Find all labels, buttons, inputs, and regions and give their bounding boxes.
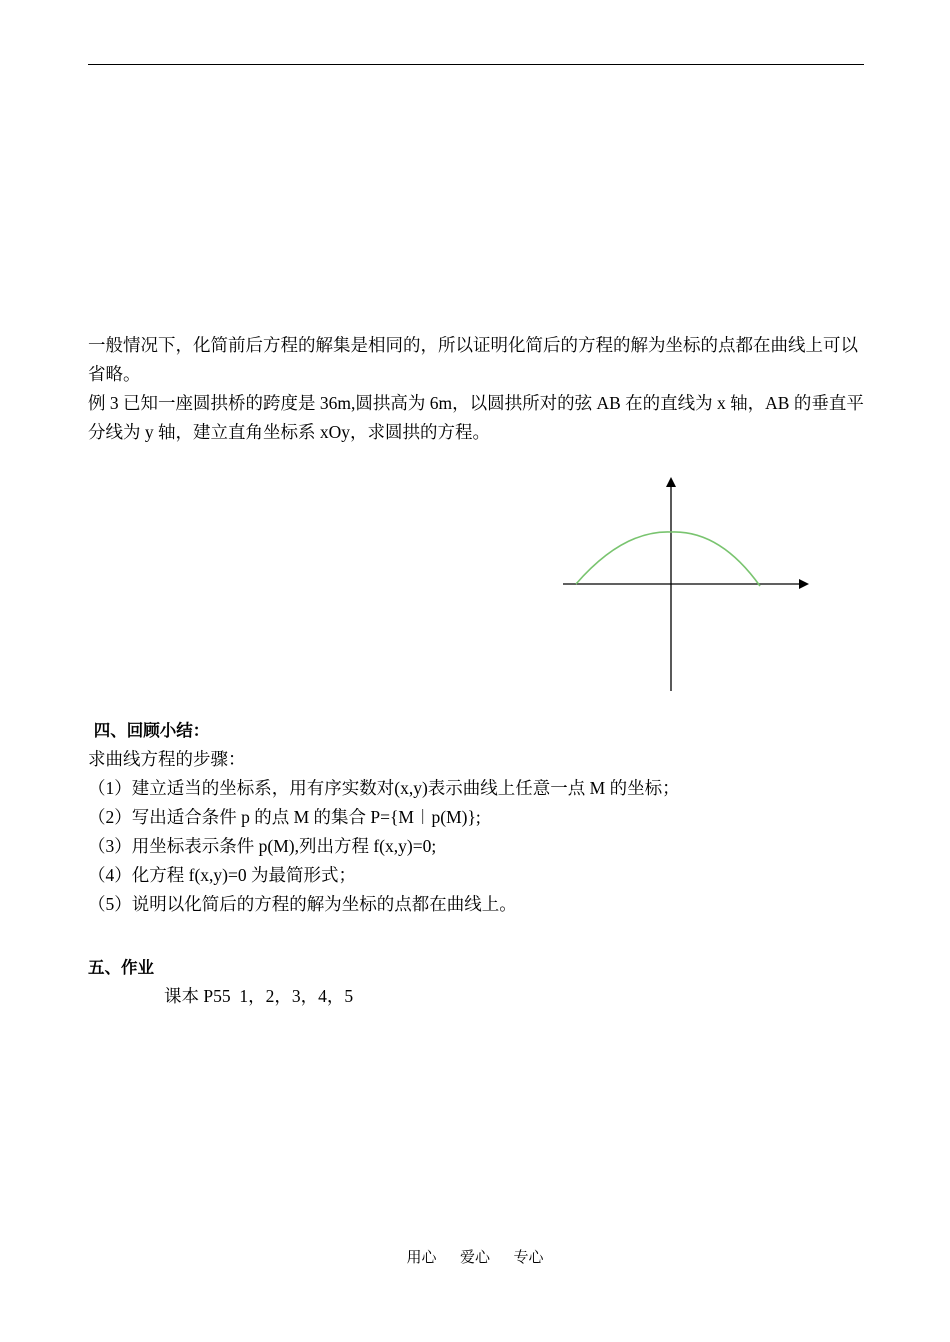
arch-arc	[576, 532, 760, 586]
example-3-text: 例 3 已知一座圆拱桥的跨度是 36m,圆拱高为 6m，以圆拱所对的弦 AB 在的直线为 x 轴，AB 的垂直平分线为 y 轴，建立直角坐标系 xOy，求圆拱的方程。	[88, 393, 864, 442]
header-rule	[88, 64, 864, 65]
homework-section	[88, 953, 866, 1011]
intro-paragraph: 一般情况下，化简前后方程的解集是相同的，所以证明化简后的方程的解为坐标的点都在曲线上可以省略。	[88, 335, 858, 384]
step-3: （3）用坐标表示条件 p(M),列出方程 f(x,y)=0;	[88, 836, 437, 856]
step-5: （5）说明以化简后的方程的解为坐标的点都在曲线上。	[88, 894, 517, 914]
homework-content: 课本 P55 1，2，3，4，5	[164, 986, 354, 1006]
step-2: （2）写出适合条件 p 的点 M 的集合 P={M︱p(M)};	[88, 807, 481, 827]
summary-section	[88, 716, 866, 919]
homework-heading: 五、作业	[88, 958, 154, 977]
page-footer: 用心 爱心 专心	[406, 1250, 544, 1266]
arch-figure	[555, 470, 815, 695]
step-1: （1）建立适当的坐标系，用有序实数对(x,y)表示曲线上任意一点 M 的坐标；	[88, 778, 680, 798]
summary-intro: 求曲线方程的步骤：	[88, 749, 246, 769]
intro-section	[88, 331, 866, 447]
summary-heading: 四、回顾小结：	[88, 721, 210, 740]
coordinate-diagram	[555, 470, 815, 695]
step-4: （4）化方程 f(x,y)=0 为最简形式；	[88, 865, 356, 885]
